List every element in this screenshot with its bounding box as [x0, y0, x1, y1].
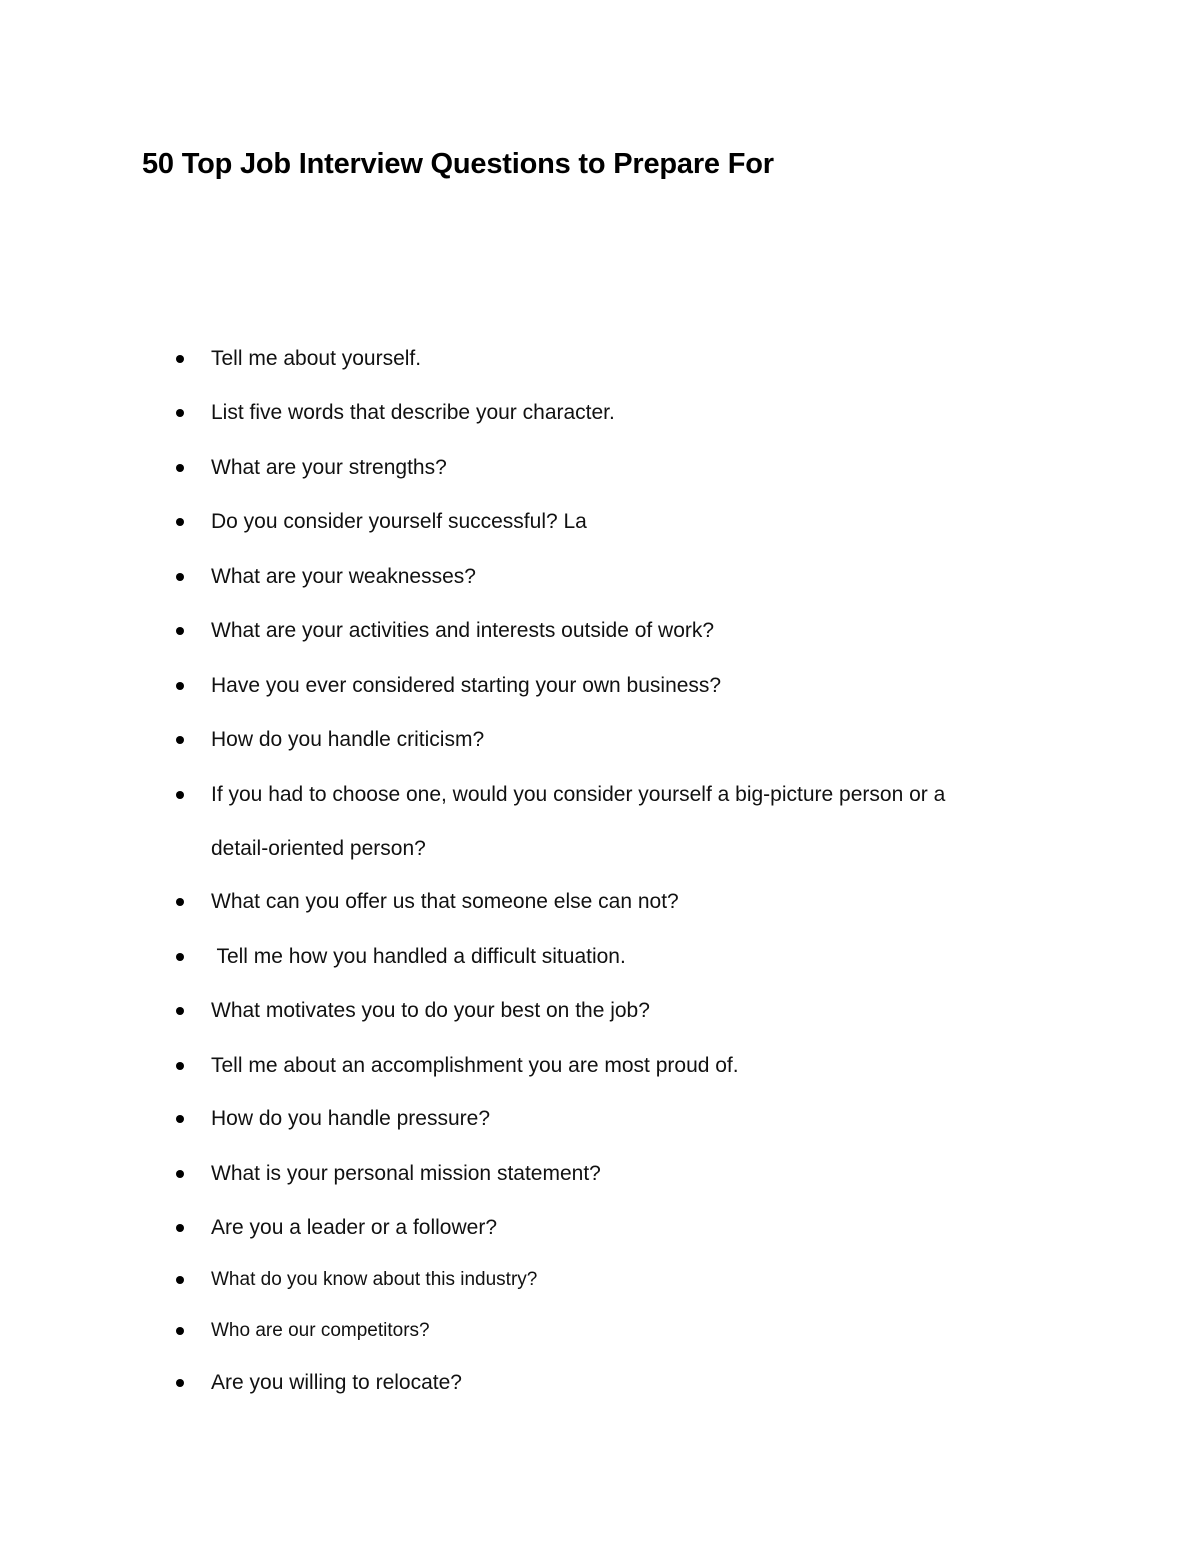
bullet-icon	[176, 627, 184, 635]
question-text: What are your strengths?	[211, 456, 447, 479]
bullet-icon	[176, 1327, 184, 1335]
list-item	[0, 1260, 1200, 1300]
question-text: What is your personal mission statement?	[211, 1162, 601, 1185]
question-text: What are your weaknesses?	[211, 565, 476, 588]
bullet-icon	[176, 518, 184, 526]
question-text: What do you know about this industry?	[211, 1269, 538, 1290]
list-item	[0, 882, 1200, 922]
question-text: Tell me how you handled a difficult situation.	[211, 945, 626, 968]
question-text: Are you a leader or a follower?	[211, 1216, 497, 1239]
question-text: How do you handle pressure?	[211, 1107, 491, 1130]
bullet-icon	[176, 682, 184, 690]
list-item	[0, 557, 1200, 597]
list-item	[0, 393, 1200, 433]
list-item	[0, 1363, 1200, 1403]
question-text: Are you willing to relocate?	[211, 1371, 462, 1394]
bullet-icon	[176, 953, 184, 961]
question-text: If you had to choose one, would you consider yourself a big-picture person or a	[211, 783, 946, 806]
list-item	[0, 1099, 1200, 1139]
document-title: 50 Top Job Interview Questions to Prepare For	[142, 148, 774, 180]
list-item	[0, 991, 1200, 1031]
bullet-icon	[176, 1276, 184, 1284]
question-text: List five words that describe your character.	[211, 401, 615, 424]
list-item	[0, 666, 1200, 706]
bullet-icon	[176, 791, 184, 799]
bullet-icon	[176, 1224, 184, 1232]
list-item	[0, 448, 1200, 488]
list-item	[0, 1154, 1200, 1194]
list-item	[0, 502, 1200, 542]
question-text: Tell me about an accomplishment you are most proud of.	[211, 1054, 739, 1077]
list-item	[0, 339, 1200, 379]
list-item	[0, 937, 1200, 977]
question-text-continuation: detail-oriented person?	[211, 837, 426, 860]
list-item	[0, 775, 1200, 869]
question-text: What motivates you to do your best on the job?	[211, 999, 650, 1022]
bullet-icon	[176, 736, 184, 744]
question-text: Who are our competitors?	[211, 1320, 430, 1341]
question-text: How do you handle criticism?	[211, 728, 485, 751]
bullet-icon	[176, 1062, 184, 1070]
list-item	[0, 1208, 1200, 1248]
bullet-icon	[176, 1379, 184, 1387]
bullet-icon	[176, 1115, 184, 1123]
question-text: Tell me about yourself.	[211, 347, 422, 370]
list-item	[0, 720, 1200, 760]
bullet-icon	[176, 898, 184, 906]
bullet-icon	[176, 573, 184, 581]
bullet-icon	[176, 1007, 184, 1015]
list-item	[0, 1311, 1200, 1351]
bullet-icon	[176, 409, 184, 417]
bullet-icon	[176, 1170, 184, 1178]
bullet-icon	[176, 355, 184, 363]
question-text: Do you consider yourself successful? La	[211, 510, 587, 533]
list-item	[0, 611, 1200, 651]
question-text: What can you offer us that someone else can not?	[211, 890, 679, 913]
question-text: What are your activities and interests outside of work?	[211, 619, 715, 642]
bullet-icon	[176, 464, 184, 472]
question-text: Have you ever considered starting your own business?	[211, 674, 722, 697]
list-item	[0, 1046, 1200, 1086]
